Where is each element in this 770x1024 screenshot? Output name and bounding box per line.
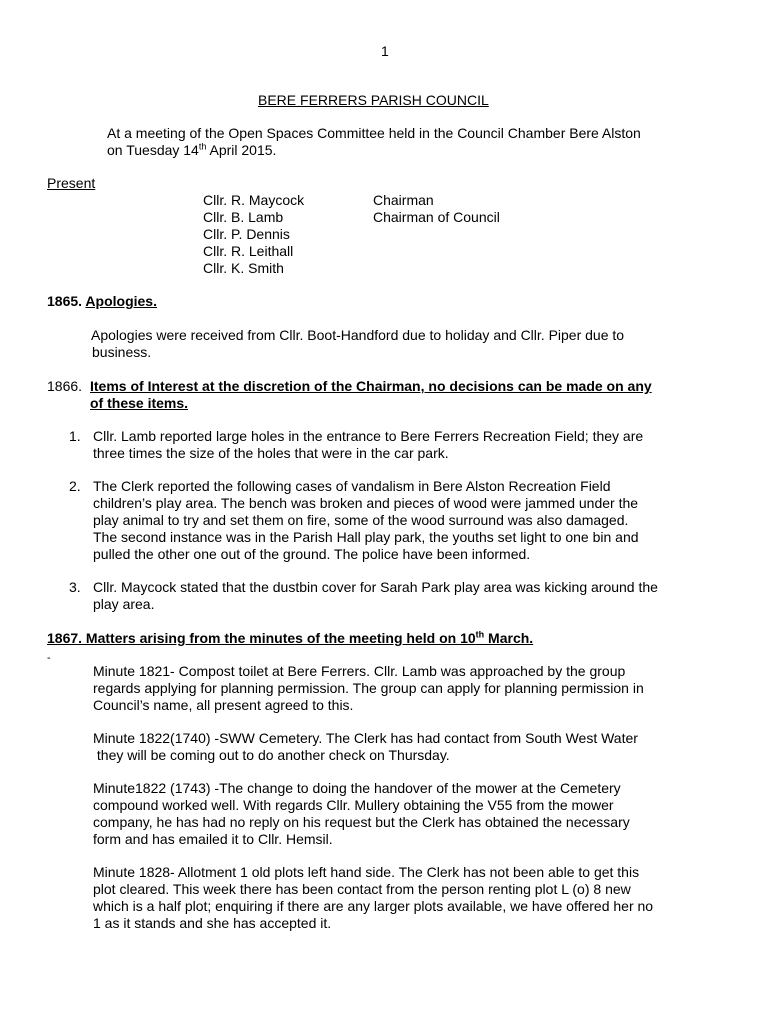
section-1865-heading: 1865. Apologies. — [47, 293, 157, 309]
list-number: 1. — [69, 428, 81, 444]
section-1866-heading-line-2: of these items. — [90, 395, 189, 411]
list-number: 3. — [69, 579, 81, 595]
item-line: play area. — [93, 596, 155, 612]
section-1866-number: 1866. — [47, 378, 83, 394]
body-line: business. — [92, 344, 152, 360]
minute-line: Minute1822 (1743) -The change to doing the handover of the mower at the Cemetery — [93, 780, 621, 796]
list-item — [93, 478, 639, 563]
item-line: three times the size of the holes that were in the car park. — [93, 445, 449, 461]
item-line: The Clerk reported the following cases of vandalism in Bere Alston Recreation Field — [93, 478, 611, 494]
minute-line: company, he has had no reply on his request but the Clerk has obtained the necessary — [93, 814, 630, 830]
minute-line: compound worked well. With regards Cllr. Mullery obtaining the V55 from the mower — [93, 797, 614, 813]
minute-line: regards applying for planning permission. The group can apply for planning permission in — [93, 680, 644, 696]
member-name: Cllr. P. Dennis — [203, 226, 290, 242]
minute-entry — [93, 730, 638, 764]
list-item — [93, 428, 643, 462]
document-title: BERE FERRERS PARISH COUNCIL — [258, 92, 489, 108]
minute-line: Minute 1828- Allotment 1 old plots left hand side. The Clerk has not been able to get this — [93, 864, 640, 880]
minute-line: which is a half plot; enquiring if there are any larger plots available, we have offered her no — [93, 898, 654, 914]
minute-line: they will be coming out to do another check on Thursday. — [93, 747, 450, 763]
member-name: Cllr. R. Maycock — [203, 192, 305, 208]
item-line: children’s play area. The bench was broken and pieces of wood were jammed under the — [93, 495, 639, 511]
present-label: Present — [47, 175, 96, 191]
minute-line: 1 as it stands and she has accepted it. — [93, 915, 332, 931]
item-line: Cllr. Maycock stated that the dustbin cover for Sarah Park play area was kicking around the — [93, 579, 658, 595]
item-line: Cllr. Lamb reported large holes in the entrance to Bere Ferrers Recreation Field; they are — [93, 428, 644, 444]
minute-entry — [93, 864, 653, 932]
minute-line: plot cleared. This week there has been contact from the person renting plot L (o) 8 new — [93, 881, 631, 897]
section-1866-heading-line-1: Items of Interest at the discretion of the Chairman, no decisions can be made on any — [90, 378, 652, 394]
section-1867-heading: 1867. Matters arising from the minutes of the meeting held on 10th March. — [47, 629, 534, 646]
minute-line: Minute 1821- Compost toilet at Bere Ferrers. Cllr. Lamb was approached by the group — [93, 663, 626, 679]
member-role: Chairman — [373, 192, 434, 208]
minute-line: Minute 1822(1740) -SWW Cemetery. The Clerk has had contact from South West Water — [93, 730, 638, 746]
minute-line: Council’s name, all present agreed to this. — [93, 697, 354, 713]
list-number: 2. — [69, 478, 81, 494]
minute-entry — [93, 780, 630, 848]
member-name: Cllr. B. Lamb — [203, 209, 284, 225]
member-name: Cllr. K. Smith — [203, 260, 284, 276]
item-line: play animal to try and set them on fire, some of the wood surround was also damaged. — [93, 512, 629, 528]
minute-entry — [93, 663, 644, 714]
page-number: 1 — [381, 43, 389, 59]
item-line: pulled the other one out of the ground. The police have been informed. — [93, 546, 531, 562]
intro-line-1: At a meeting of the Open Spaces Committee held in the Council Chamber Bere Alston — [107, 125, 641, 141]
section-1865-body — [91, 327, 624, 361]
member-role: Chairman of Council — [373, 209, 500, 225]
minute-line: form and has emailed it to Cllr. Hemsil. — [93, 831, 333, 847]
list-item — [93, 579, 658, 613]
intro-line-2: on Tuesday 14th April 2015. — [107, 141, 277, 158]
member-name: Cllr. R. Leithall — [203, 243, 294, 259]
body-line: Apologies were received from Cllr. Boot-Handford due to holiday and Cllr. Piper due to — [91, 327, 625, 343]
item-line: The second instance was in the Parish Hall play park, the youths set light to one bin and — [93, 529, 639, 545]
dash-marker: - — [47, 652, 51, 664]
